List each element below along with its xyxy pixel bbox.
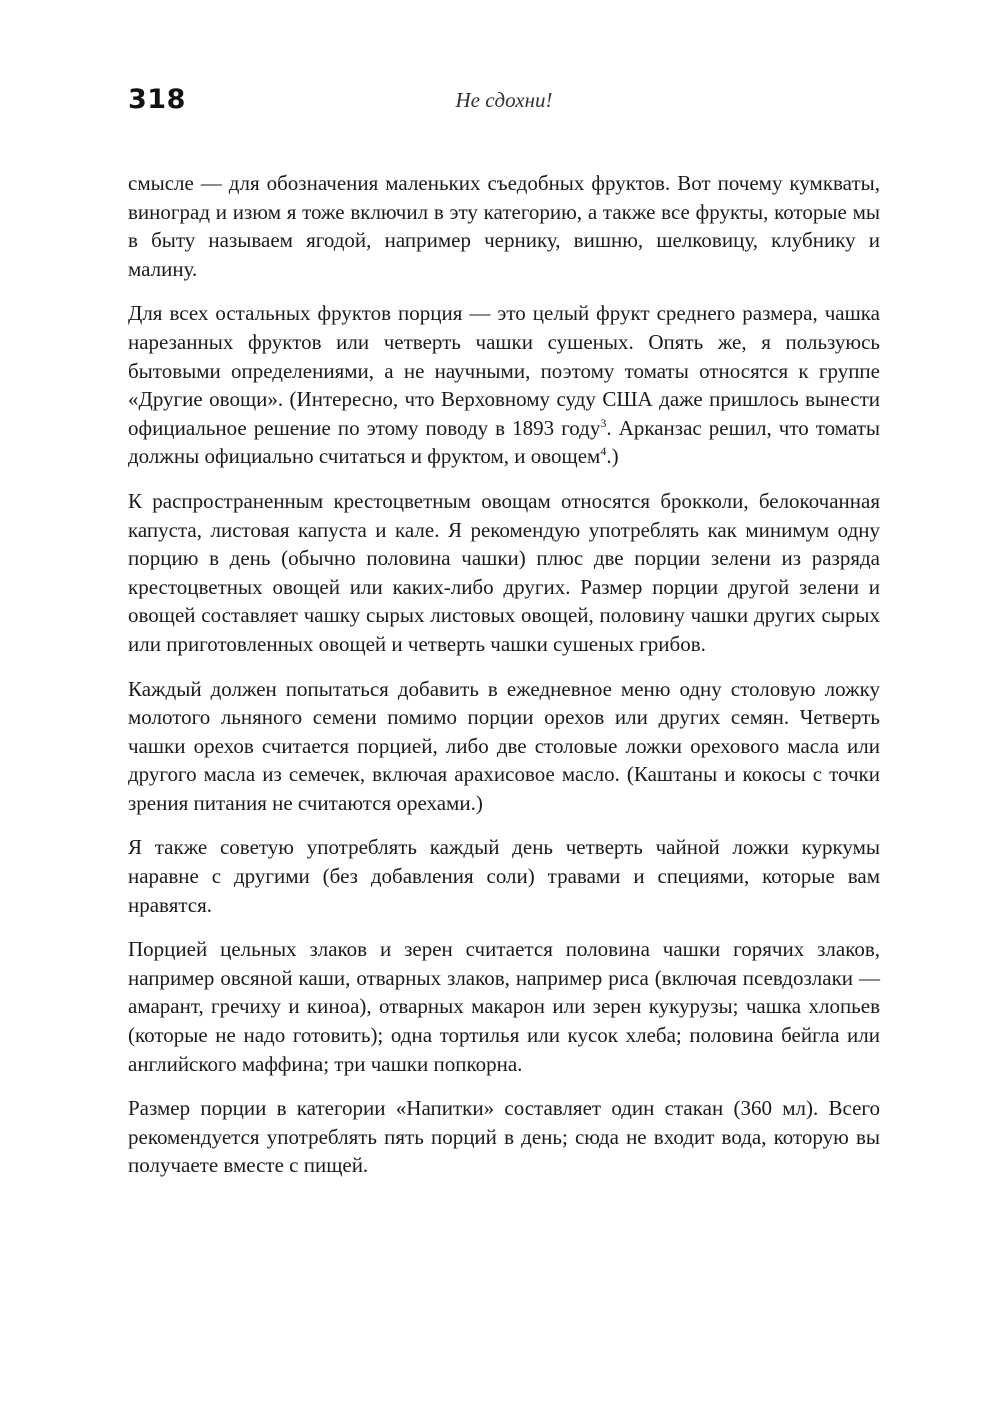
paragraph-flaxseed-nuts: Каждый должен попытаться добавить в ежедневное меню одну столовую ложку молотого льняного семени помимо порции орехов или других семян. Четверть чашки орехов считается порцией, либо две столовые ложки орехового масла или другого масла из семечек, включая арахисовое масло. (Каштаны и кокосы с точки зрения питания не считаются орехами.): [128, 676, 880, 815]
book-title: Не сдохни!: [455, 88, 553, 112]
paragraph-beverages: Размер порции в категории «Напитки» составляет один стакан (360 мл). Всего рекомендуется употреблять пять порций в день; сюда не входит вода, которую вы получаете вместе с пищей.: [128, 1096, 880, 1178]
paragraph-whole-grains: Порцией цельных злаков и зерен считается половина чашки горячих злаков, например овсяной каши, отварных злаков, например риса (включая псевдозлаки — амарант, гречиху и киноа), отварных макарон или зерен кукурузы; чашка хлопьев (которые не надо готовить); одна тортилья или кусок хлеба; половина бейгла или английского маффина; три чашки попкорна.: [128, 937, 880, 1076]
paragraph-text-part: Для всех остальных фруктов порция — это целый фрукт среднего размера, чашка нарезанных фруктов или четверть чашки сушеных. Опять же, я пользуюсь бытовыми определениями, а не научными, поэтому томаты относятся к группе «Другие овощи». (Интересно, что Верховному суду США даже пришлось вынести официальное решение по этому поводу в 1893 году: [128, 301, 880, 440]
paragraph-text-part: .): [606, 444, 619, 469]
paragraph-berries: смысле — для обозначения маленьких съедобных фруктов. Вот почему кумкваты, виноград и изюм я тоже включил в эту категорию, а также все фрукты, которые мы в быту называем ягодой, например чернику, вишню, шелковицу, клубнику и малину.: [128, 171, 880, 281]
footnote-marker: 3: [600, 415, 607, 430]
footnote-marker: 4: [600, 444, 607, 459]
running-header: [128, 84, 880, 124]
paragraph-text-part: . Арканзас решил, что томаты должны официально считаться и фруктом, и овощем: [128, 415, 880, 469]
paragraph-other-fruits: [128, 299, 880, 471]
page-number: 318: [128, 84, 186, 115]
paragraph-turmeric: Я также советую употреблять каждый день четверть чайной ложки куркумы наравне с другими (без добавления соли) травами и специями, которые вам нравятся.: [128, 835, 880, 917]
body-text: [128, 169, 880, 1196]
paragraph-cruciferous: К распространенным крестоцветным овощам относятся брокколи, белокочанная капуста, листовая капуста и кале. Я рекомендую употреблять как минимум одну порцию в день (обычно половина чашки) плюс две порции зелени из разряда крестоцветных овощей или каких-либо других. Размер порции другой зелени и овощей составляет чашку сырых листовых овощей, половину чашки других сырых или приготовленных овощей и четверть чашки сушеных грибов.: [128, 488, 880, 656]
